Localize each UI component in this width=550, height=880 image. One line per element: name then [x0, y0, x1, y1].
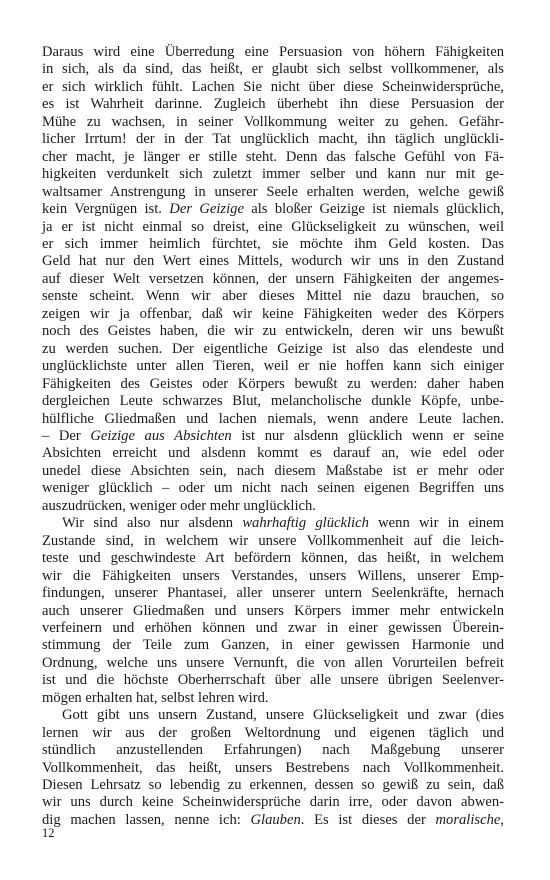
- text-line: [42, 376, 504, 393]
- text-line: [42, 585, 504, 602]
- text-run: Mühe zu wachsen, in seiner Vollkommung weiter zu gehen. Gefähr-: [42, 113, 504, 130]
- text-run: licher Irrtum! der in der Tat unglücklich macht, ihn täglich unglückli-: [42, 131, 504, 148]
- text-run: unedel diese Absichten sein, nach diesem Maßstabe ist er mehr oder: [42, 462, 504, 479]
- text-run: kein Vergnügen ist.: [42, 201, 170, 218]
- text-run: Daraus wird eine Überredung eine Persuasion von höhern Fähigkeiten: [42, 44, 504, 60]
- text-run: waltsamer Anstrengung in unserer Seele erhalten werden, welche gewiß: [42, 183, 504, 200]
- text-line: [42, 393, 504, 410]
- text-line: [42, 219, 504, 236]
- text-line: [42, 620, 504, 637]
- text-run: – Der: [42, 427, 91, 444]
- text-line: [42, 341, 504, 358]
- text-line: [42, 96, 504, 113]
- text-line: [42, 114, 504, 131]
- paragraph: [42, 515, 504, 707]
- text-run: wir die Fähigkeiten unsers Verstandes, unsers Willens, unserer Emp-: [42, 567, 504, 584]
- text-run: stimmung der Teile zum Ganzen, in einer gewissen Harmonie und: [42, 637, 504, 654]
- text-run: Ordnung, welche uns unsere Vernunft, die von allen Vorurteilen befreit: [42, 654, 504, 671]
- text-line: [42, 480, 504, 497]
- text-line: [42, 288, 504, 305]
- text-run: als bloßer Geizige ist niemals glücklich,: [243, 201, 504, 218]
- italic-text-run: Geizige aus Absichten: [90, 427, 232, 444]
- text-line: [42, 690, 504, 707]
- italic-text-run: Glauben: [250, 811, 301, 828]
- text-run: dig machen lassen, nenne ich:: [42, 811, 251, 828]
- text-run: auszudrücken, weniger oder mehr unglücklich.: [42, 497, 316, 514]
- text-run: Absichten erreicht und alsdenn kommt es darauf an, wie edel oder: [42, 445, 504, 462]
- text-run: Geld hat nur den Wert eines Mittels, wodurch wir uns in den Zustand: [42, 253, 504, 270]
- text-run: er sich wirklich fühlt. Lachen Sie nicht über diese Scheinwidersprüche,: [42, 78, 504, 95]
- text-line: [42, 61, 504, 78]
- text-line: [42, 358, 504, 375]
- text-run: in sich, als da sind, das heißt, er glaubt sich selbst vollkommener, als: [42, 61, 504, 78]
- text-run: noch des Geistes haben, die wir zu entwickeln, deren wir uns bewußt: [42, 323, 504, 340]
- text-run: ist und die höchste Oberherrschaft über alle unsere übrigen Seelenver-: [42, 672, 504, 689]
- text-run: cher macht, je länger er stille steht. Denn das falsche Gefühl von Fä-: [42, 148, 504, 165]
- text-line: [42, 568, 504, 585]
- text-run: . Es ist dieses der: [300, 811, 436, 828]
- text-line: [42, 637, 504, 654]
- text-run: wenn wir in einem: [368, 515, 505, 532]
- text-run: dergleichen Leute schwarzes Blut, melancholische dunkle Köpfe, unbe-: [42, 393, 504, 410]
- text-line: [42, 550, 504, 567]
- text-line: [42, 236, 504, 253]
- text-run: ist nur alsdenn glücklich wenn er seine: [231, 427, 504, 444]
- text-line: [42, 306, 504, 323]
- text-run: er sich immer heimlich fürchtet, sie möchte ihm Geld kosten. Das: [42, 235, 504, 252]
- text-run: auch unserer Gliedmaßen und unsers Körpers immer mehr entwickeln: [42, 602, 504, 619]
- paragraph: [42, 707, 504, 829]
- text-run: Diesen Lehrsatz so lebendig zu erkennen, dessen so gewiß zu sein, daß: [42, 777, 504, 794]
- text-line: [42, 812, 504, 829]
- text-line: [42, 44, 504, 61]
- text-line: [42, 79, 504, 96]
- italic-text-run: wahrhaftig glücklich: [242, 515, 369, 532]
- text-run: zeigen wir ja offenbar, daß wir keine Fähigkeiten weder des Körpers: [42, 305, 504, 322]
- text-run: ,: [500, 811, 505, 828]
- text-line: [42, 777, 504, 794]
- text-line: [42, 760, 504, 777]
- text-run: senste scheint. Wenn wir aber dieses Mittel nie dazu brauchen, so: [42, 288, 504, 305]
- text-line: [42, 253, 504, 270]
- text-run: Wir sind also nur alsdenn: [62, 515, 243, 532]
- text-line: [42, 411, 504, 428]
- text-run: ja er ist nicht einmal so dreist, eine Glückseligkeit zu wünschen, weil: [42, 218, 504, 235]
- text-line: [42, 725, 504, 742]
- text-line: [42, 707, 504, 724]
- text-run: wir uns durch keine Scheinwidersprüche darin irre, oder davon abwen-: [42, 794, 504, 811]
- text-line: [42, 533, 504, 550]
- text-line: [42, 445, 504, 462]
- italic-text-run: Der Geizige: [169, 201, 244, 218]
- text-line: [42, 794, 504, 811]
- text-run: weniger glücklich – oder um nicht nach seinen eigenen Begriffen uns: [42, 480, 504, 497]
- text-run: stündlich anzustellenden Erfahrungen) nach Maßgebung unserer: [42, 742, 504, 759]
- text-run: unglücklichste unter allen Tieren, weil er nie hoffen kann sich einiger: [42, 358, 504, 375]
- text-line: [42, 603, 504, 620]
- paragraph: [42, 44, 504, 515]
- text-run: teste und geschwindeste Art befördern können, das heißt, in welchem: [42, 550, 504, 567]
- text-line: [42, 131, 504, 148]
- text-run: verfeinern und erhöhen können und zwar in einer gewissen Überein-: [42, 619, 504, 636]
- text-run: lernen wir aus der großen Weltordnung und eigenen täglich und: [42, 724, 504, 741]
- text-line: [42, 498, 504, 515]
- text-line: [42, 201, 504, 218]
- italic-text-run: moralische: [435, 811, 501, 828]
- text-run: Vollkommenheit, das heißt, unsers Bestrebens nach Vollkommenheit.: [42, 759, 504, 776]
- text-run: Gott gibt uns unsern Zustand, unsere Glückseligkeit und zwar (dies: [62, 707, 504, 724]
- text-line: [42, 271, 504, 288]
- text-run: auf dieser Welt versetzen können, der unsern Fähigkeiten der angemes-: [42, 270, 504, 287]
- text-line: [42, 742, 504, 759]
- text-line: [42, 655, 504, 672]
- text-line: [42, 184, 504, 201]
- text-run: findungen, unserer Phantasei, aller unserer untern Seelenkräfte, hernach: [42, 585, 504, 602]
- text-line: [42, 672, 504, 689]
- text-run: mögen erhalten hat, selbst lehren wird.: [42, 689, 269, 706]
- text-run: Fähigkeiten des Geistes oder Körpers bewußt zu werden: daher haben: [42, 375, 504, 392]
- text-line: [42, 515, 504, 532]
- text-run: higkeiten verdunkelt sich zuletzt immer selber und kann nur mit ge-: [42, 166, 504, 183]
- body-text: [42, 44, 504, 829]
- text-line: [42, 463, 504, 480]
- text-line: [42, 323, 504, 340]
- text-run: zu werden suchen. Der eigentliche Geizige ist also das elendeste und: [42, 340, 504, 357]
- text-run: hülfliche Gliedmaßen und lachen niemals, wenn andere Leute lachen.: [42, 410, 504, 427]
- text-line: [42, 428, 504, 445]
- page-number: 12: [42, 826, 55, 840]
- text-line: [42, 166, 504, 183]
- text-run: es ist Wahrheit darinne. Zugleich überhebt ihn diese Persuasion der: [42, 96, 504, 113]
- text-run: Zustande sind, in welchem wir unsere Vollkommenheit auf die leich-: [42, 532, 504, 549]
- text-line: [42, 149, 504, 166]
